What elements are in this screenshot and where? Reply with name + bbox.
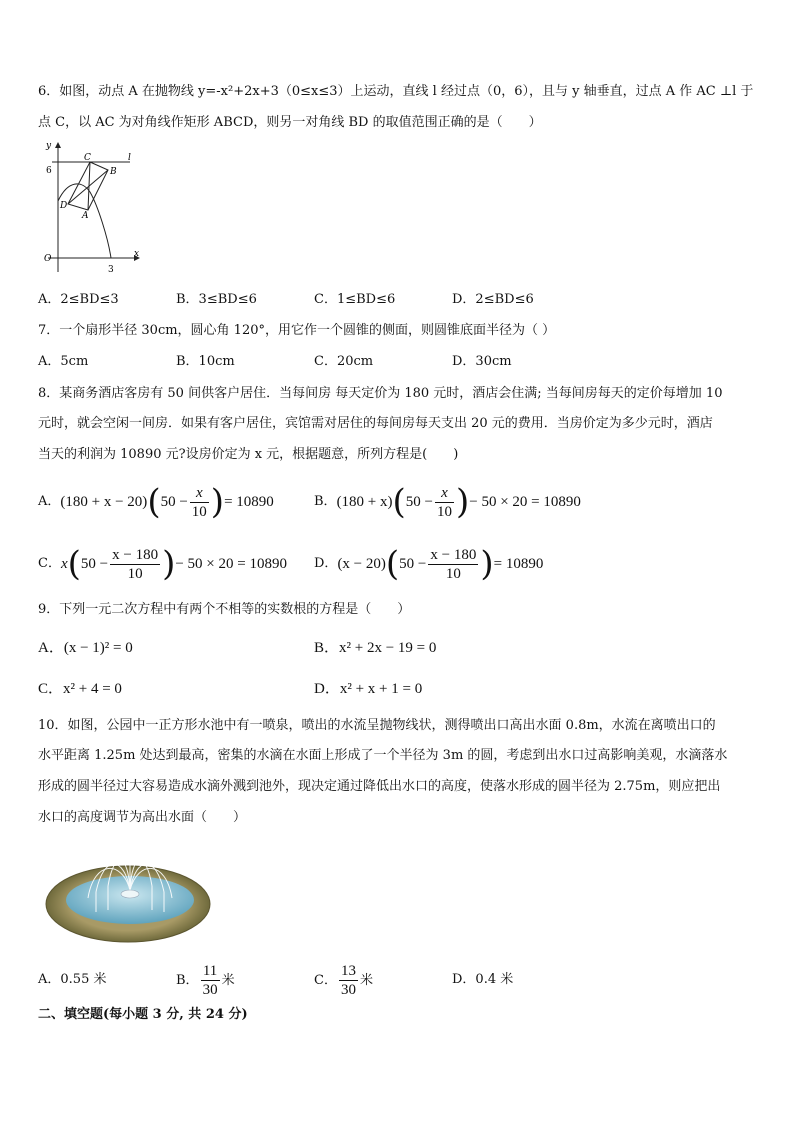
q8-d-label: D． bbox=[314, 556, 338, 571]
q8-d-den: 10 bbox=[445, 565, 461, 582]
q8-d-in-pre: 50 − bbox=[399, 556, 427, 572]
q10-option-a[interactable]: A．0.55 米 bbox=[38, 972, 107, 987]
q9-option-a[interactable]: A．(x − 1)² = 0 bbox=[38, 640, 133, 656]
label-d: D bbox=[60, 201, 68, 211]
q6-option-c[interactable]: C．1≤BD≤6 bbox=[314, 292, 396, 307]
q10-c-num: 13 bbox=[340, 963, 356, 979]
label-c: C bbox=[84, 153, 91, 163]
q8-d-pre: (x − 20) bbox=[337, 556, 386, 572]
q8-c-den: 10 bbox=[127, 565, 143, 582]
q8-b-den: 10 bbox=[437, 503, 452, 520]
q10-b-fraction bbox=[201, 962, 220, 999]
q6-figure bbox=[38, 140, 148, 280]
q8-option-b[interactable]: B． (180 + x) ( 50 − $\frac{x}{10}$ ) − 50 × 20 = 10890 bbox=[314, 482, 581, 522]
q8-d-post: = 10890 bbox=[493, 556, 544, 572]
q10-stem-line4: 水口的高度调节为高出水面（ ） bbox=[38, 810, 247, 825]
q8-a-in-pre: 50 − bbox=[160, 494, 188, 510]
q10-stem-line3: 形成的圆半径过大容易造成水滴外溅到池外，现决定通过降低出水口的高度，使落水形成的圆半径为 2.75m，则应把出 bbox=[38, 779, 721, 794]
q6-stem-line1: 6．如图，动点 A 在抛物线 y=-x²+2x+3（0≤x≤3）上运动，直线 l 经过点（0，6），且与 y 轴垂直，过点 A 作 AC ⊥l 于 bbox=[38, 84, 754, 99]
q8-c-pre: x bbox=[60, 556, 68, 572]
q9-stem: 9．下列一元二次方程中有两个不相等的实数根的方程是（ ） bbox=[38, 602, 411, 617]
q6-option-d[interactable]: D．2≤BD≤6 bbox=[452, 292, 534, 307]
q8-a-num: x bbox=[190, 484, 209, 503]
q6-stem-line2: 点 C，以 AC 为对角线作矩形 ABCD，则另一对角线 BD 的取值范围正确的是（ ） bbox=[38, 115, 542, 130]
q7-option-b[interactable]: B．10cm bbox=[176, 354, 235, 369]
label-tick-6: 6 bbox=[46, 166, 52, 176]
q10-b-label: B． bbox=[176, 972, 199, 988]
q8-b-num: x bbox=[435, 484, 454, 503]
q7-stem: 7．一个扇形半径 30cm，圆心角 120°，用它作一个圆锥的侧面，则圆锥底面半径为（ ） bbox=[38, 323, 556, 338]
q8-option-a[interactable]: A． (180 + x − 20) ( 50 − $\frac{x}{10}$ ) = 10890 bbox=[38, 482, 274, 522]
q10-c-den: 30 bbox=[340, 982, 356, 998]
q10-option-d[interactable]: D．0.4 米 bbox=[452, 972, 514, 987]
q10-b-unit: 米 bbox=[221, 972, 235, 988]
label-x: x bbox=[134, 249, 140, 259]
q8-b-label: B． bbox=[314, 494, 337, 509]
q9-option-c[interactable]: C．x² + 4 = 0 bbox=[38, 681, 122, 697]
q8-a-den: 10 bbox=[191, 503, 207, 520]
q6-option-a[interactable]: A．2≤BD≤3 bbox=[38, 292, 119, 307]
q8-b-post: − 50 × 20 = 10890 bbox=[469, 494, 581, 510]
q6-option-b[interactable]: B．3≤BD≤6 bbox=[176, 292, 257, 307]
q8-b-fraction bbox=[435, 484, 454, 521]
q8-d-fraction bbox=[428, 546, 478, 583]
q8-c-label: C． bbox=[38, 556, 61, 571]
q8-stem-line1: 8．某商务酒店客房有 50 间供客户居住．当每间房 每天定价为 180 元时，酒店会住满; 当每间房每天的定价每增加 10 bbox=[38, 386, 723, 401]
q10-stem-line1: 10．如图，公园中一正方形水池中有一喷泉，喷出的水流呈抛物线状，测得喷出口高出水面 0.8m，水流在离喷出口的 bbox=[38, 718, 716, 733]
label-a: A bbox=[82, 211, 89, 221]
q8-a-post: = 10890 bbox=[224, 494, 274, 510]
q10-c-unit: 米 bbox=[359, 972, 373, 988]
q8-stem-line2: 元时，就会空闲一间房．如果有客户居住，宾馆需对居住的每间房每天支出 20 元的费用．当房价定为多少元时，酒店 bbox=[38, 416, 713, 431]
label-origin: O bbox=[44, 254, 52, 264]
y-axis-arrow bbox=[55, 142, 61, 148]
label-y: y bbox=[46, 141, 52, 151]
q9-option-d[interactable]: D．x² + x + 1 = 0 bbox=[314, 681, 423, 697]
q8-c-in-pre: 50 − bbox=[80, 556, 109, 572]
q8-d-num: x − 180 bbox=[430, 546, 477, 563]
q9-option-b[interactable]: B．x² + 2x − 19 = 0 bbox=[314, 640, 437, 656]
q10-c-label: C． bbox=[314, 972, 337, 988]
q10-c-fraction bbox=[339, 962, 358, 999]
q8-c-fraction bbox=[110, 546, 160, 583]
q10-b-den: 30 bbox=[202, 982, 218, 998]
q10-stem-line2: 水平距离 1.25m 处达到最高，密集的水滴在水面上形成了一个半径为 3m 的圆，考虑到出水口过高影响美观，水滴落水 bbox=[38, 748, 728, 763]
q8-a-label: A． bbox=[38, 494, 61, 509]
label-b: B bbox=[110, 167, 117, 177]
q8-option-d[interactable]: D． (x − 20) ( 50 − $\frac{x - 180}{10}$ ) = 10890 bbox=[314, 544, 544, 584]
q8-c-post: − 50 × 20 = 10890 bbox=[175, 556, 287, 572]
label-l: l bbox=[128, 153, 131, 163]
q8-a-fraction bbox=[190, 484, 209, 521]
label-tick-3: 3 bbox=[108, 265, 114, 275]
q10-b-num: 11 bbox=[201, 962, 220, 981]
q8-stem-line3: 当天的利润为 10890 元?设房价定为 x 元，根据题意，所列方程是( ) bbox=[38, 447, 459, 462]
q8-a-pre: (180 + x − 20) bbox=[60, 494, 148, 510]
q8-b-in-pre: 50 − bbox=[405, 494, 433, 510]
q7-option-d[interactable]: D．30cm bbox=[452, 354, 512, 369]
q8-option-c[interactable]: C． x ( 50 − $\frac{x - 180}{10}$ ) − 50 × 20 = 10890 bbox=[38, 544, 287, 584]
fountain-base bbox=[121, 890, 139, 898]
q10-option-c[interactable] bbox=[314, 962, 373, 999]
q8-c-num: x − 180 bbox=[112, 546, 159, 563]
q7-option-c[interactable]: C．20cm bbox=[314, 354, 374, 369]
q7-option-a[interactable]: A．5cm bbox=[38, 354, 89, 369]
q8-b-pre: (180 + x) bbox=[336, 494, 393, 510]
q10-option-b[interactable] bbox=[176, 962, 235, 999]
fountain-illustration bbox=[44, 846, 214, 946]
section-2-title: 二、填空题(每小题 3 分, 共 24 分) bbox=[38, 1007, 248, 1022]
